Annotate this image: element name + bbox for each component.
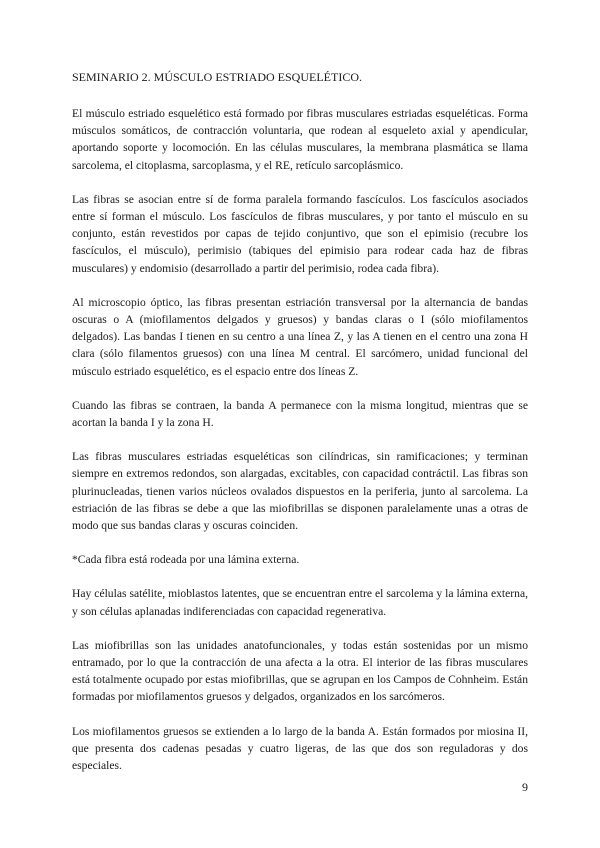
- paragraph-fiber-shape: Las fibras musculares estriadas esqueléticas son cilíndricas, sin ramificaciones; y terminan siempre en extremos redondos, son alargadas, excitables, con capacidad contráctil. Las fibras son plurinucleadas, tienen varios núcleos ovalados dispuestos en la periferia, junto al sarcolema. La estriación de las fibras se debe a que las miofibrillas se disponen paralelamente unas a otras de modo que sus bandas claras y oscuras coinciden.: [72, 450, 528, 533]
- paragraph-external-lamina: *Cada fibra está rodeada por una lámina externa.: [72, 553, 300, 567]
- paragraph-microscopy: Al microscopio óptico, las fibras presentan estriación transversal por la alternancia de bandas oscuras o A (miofilamentos delgados y gruesos) y bandas claras o I (sólo miofilamentos delgados). Las bandas I tienen en su centro a una línea Z, y las A tienen en el centro una zona H clara (sólo filamentos gruesos) con una línea M central. El sarcómero, unidad funcional del músculo estriado esquelético, es el espacio entre dos líneas Z.: [72, 295, 528, 378]
- paragraph-satellite-cells: Hay células satélite, mioblastos latentes, que se encuentran entre el sarcolema y la lámina externa, y son células aplanadas indiferenciadas con capacidad regenerativa.: [72, 587, 528, 618]
- paragraph-contraction: Cuando las fibras se contraen, la banda A permanece con la misma longitud, mientras que se acortan la banda I y la zona H.: [72, 398, 528, 430]
- paragraph-thick-filaments: Los miofilamentos gruesos se extienden a lo largo de la banda A. Están formados por miosina II, que presenta dos cadenas pesadas y cuatro ligeras, de las que dos son reguladoras y dos especiales.: [72, 724, 528, 773]
- page-title: SEMINARIO 2. MÚSCULO ESTRIADO ESQUELÉTICO.: [72, 70, 362, 84]
- page-number: 9: [522, 780, 528, 794]
- document-page: [72, 70, 528, 791]
- paragraph-structure: El músculo estriado esquelético está formado por fibras musculares estriadas esqueléticas. Forma músculos somáticos, de contracción voluntaria, que rodean al esqueleto axial y apendicular, aportando soporte y locomoción. En las células musculares, la membrana plasmática se llama sarcolema, el citoplasma, sarcoplasma, y el RE, retículo sarcoplásmico.: [72, 107, 528, 172]
- paragraph-fascicles: Las fibras se asocian entre sí de forma paralela formando fascículos. Los fascículos asociados entre sí forman el músculo. Los fascículos de fibras musculares, y por tanto el músculo en su conjunto, están revestidos por capas de tejido conjuntivo, que son el epimisio (recubre los fascículos, el músculo), perimisio (tabiques del epimisio para rodear cada haz de fibras musculares) y endomisio (desarrollado a partir del perimisio, rodea cada fibra).: [72, 192, 528, 275]
- paragraph-myofibrils: Las miofibrillas son las unidades anatofuncionales, y todas están sostenidas por un mismo entramado, por lo que la contracción de una afecta a la otra. El interior de las fibras musculares está totalmente ocupado por estas miofibrillas, que se agrupan en los Campos de Cohnheim. Están formadas por miofilamentos gruesos y delgados, organizados en los sarcómeros.: [72, 638, 528, 704]
